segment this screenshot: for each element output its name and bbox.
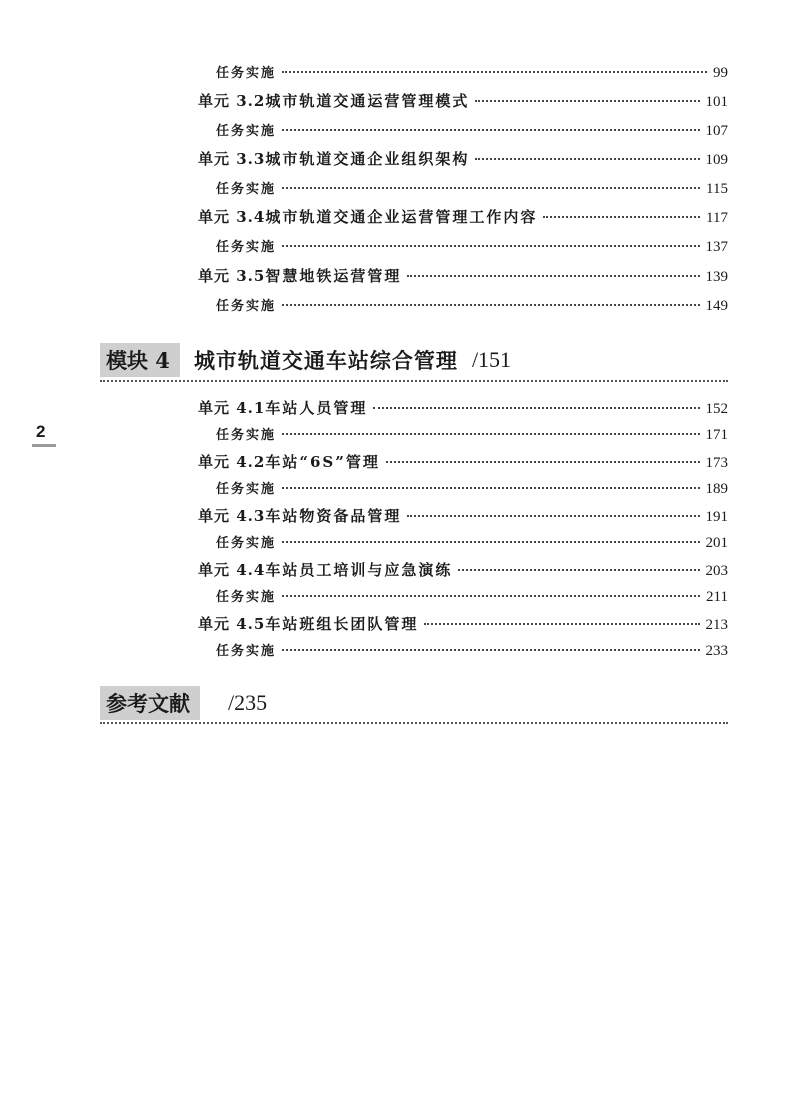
- toc-unit-entry: [198, 613, 728, 635]
- dot-leader: [386, 461, 700, 463]
- page-number-bar: [32, 444, 56, 447]
- toc-page-number: 152: [705, 401, 728, 417]
- toc-task-entry: [216, 532, 728, 554]
- toc-page-number: 139: [705, 269, 728, 285]
- toc-page-number: 213: [705, 617, 728, 633]
- toc-page-number: 203: [705, 563, 728, 579]
- toc-page-number: 115: [706, 181, 728, 197]
- toc-page-number: 99: [713, 65, 728, 81]
- toc-unit-number: 单元 4.1: [198, 399, 266, 417]
- page-number: 2: [36, 422, 46, 441]
- toc-task-label: 任务实施: [216, 124, 277, 139]
- toc-task-label: 任务实施: [216, 240, 277, 255]
- toc-page-number: 107: [705, 123, 728, 139]
- toc-page-number: 189: [705, 481, 728, 497]
- module-badge: 模块 4: [100, 343, 180, 377]
- toc-unit-entry: [198, 265, 728, 287]
- toc-task-entry: [216, 640, 728, 662]
- dot-leader: [475, 100, 699, 102]
- dot-leader: [282, 71, 707, 73]
- module-divider: [100, 380, 728, 382]
- toc-page-number: 137: [705, 239, 728, 255]
- dot-leader: [282, 245, 699, 247]
- toc-page-number: 101: [705, 94, 728, 110]
- module-heading: [100, 340, 728, 380]
- toc-unit-entry: [198, 397, 728, 419]
- toc-unit-title: 车站人员管理: [265, 399, 368, 417]
- references-divider: [100, 722, 728, 724]
- toc-unit-title: 车站物资备品管理: [265, 507, 402, 525]
- toc-task-entry: [216, 295, 728, 317]
- toc-unit-title: 城市轨道交通运营管理模式: [265, 92, 470, 110]
- toc-unit-number: 单元 3.3: [198, 150, 266, 168]
- dot-leader: [424, 623, 699, 625]
- toc-task-label: 任务实施: [216, 299, 277, 314]
- dot-leader: [282, 595, 700, 597]
- toc-page-number: 173: [705, 455, 728, 471]
- toc-task-entry: [216, 478, 728, 500]
- toc-page-number: 109: [705, 152, 728, 168]
- toc-task-label: 任务实施: [216, 482, 277, 497]
- toc-unit-number: 单元 3.5: [198, 267, 266, 285]
- toc-unit-number: 单元 4.2: [198, 453, 266, 471]
- dot-leader: [282, 649, 699, 651]
- toc-unit-title: 车站“6S”管理: [265, 453, 380, 471]
- dot-leader: [282, 541, 699, 543]
- toc-unit-entry: [198, 148, 728, 170]
- toc-unit-number: 单元 4.4: [198, 561, 266, 579]
- toc-page-number: 191: [705, 509, 728, 525]
- toc-task-entry: [216, 236, 728, 258]
- references-badge: 参考文献: [100, 686, 200, 720]
- toc-task-entry: [216, 178, 728, 200]
- toc-task-entry: [216, 120, 728, 142]
- dot-leader: [282, 129, 699, 131]
- references-page-number: /235: [228, 690, 268, 715]
- dot-leader: [458, 569, 699, 571]
- toc-unit-number: 单元 3.2: [198, 92, 266, 110]
- dot-leader: [282, 304, 699, 306]
- toc-unit-title: 车站员工培训与应急演练: [265, 561, 453, 579]
- module-page-number: /151: [471, 347, 512, 372]
- toc-task-label: 任务实施: [216, 182, 277, 197]
- toc-task-label: 任务实施: [216, 66, 277, 81]
- toc-task-entry: [216, 62, 728, 84]
- toc-page-number: 149: [705, 298, 728, 314]
- toc-page-number: 201: [705, 535, 728, 551]
- toc-page-number: 117: [706, 210, 728, 226]
- dot-leader: [407, 515, 699, 517]
- toc-unit-title: 车站班组长团队管理: [265, 615, 419, 633]
- toc-unit-title: 城市轨道交通企业组织架构: [265, 150, 470, 168]
- dot-leader: [282, 487, 699, 489]
- dot-leader: [407, 275, 699, 277]
- toc-page-number: 171: [705, 427, 728, 443]
- toc-unit-entry: [198, 90, 728, 112]
- dot-leader: [543, 216, 700, 218]
- toc-unit-title: 城市轨道交通企业运营管理工作内容: [265, 208, 538, 226]
- dot-leader: [282, 433, 699, 435]
- toc-unit-entry: [198, 451, 728, 473]
- dot-leader: [282, 187, 700, 189]
- toc-unit-number: 单元 4.5: [198, 615, 266, 633]
- dot-leader: [373, 407, 699, 409]
- toc-unit-entry: [198, 505, 728, 527]
- toc-unit-entry: [198, 559, 728, 581]
- toc-page-number: 233: [705, 643, 728, 659]
- toc-page-number: 211: [706, 589, 728, 605]
- module-title: 城市轨道交通车站综合管理: [193, 348, 458, 373]
- toc-task-label: 任务实施: [216, 590, 277, 605]
- toc-task-entry: [216, 586, 728, 608]
- toc-task-entry: [216, 424, 728, 446]
- dot-leader: [475, 158, 699, 160]
- toc-task-label: 任务实施: [216, 536, 277, 551]
- toc-unit-number: 单元 4.3: [198, 507, 266, 525]
- references-heading: [100, 683, 728, 723]
- toc-unit-number: 单元 3.4: [198, 208, 266, 226]
- toc-task-label: 任务实施: [216, 428, 277, 443]
- toc-unit-title: 智慧地铁运营管理: [265, 267, 402, 285]
- toc-unit-entry: [198, 206, 728, 228]
- toc-task-label: 任务实施: [216, 644, 277, 659]
